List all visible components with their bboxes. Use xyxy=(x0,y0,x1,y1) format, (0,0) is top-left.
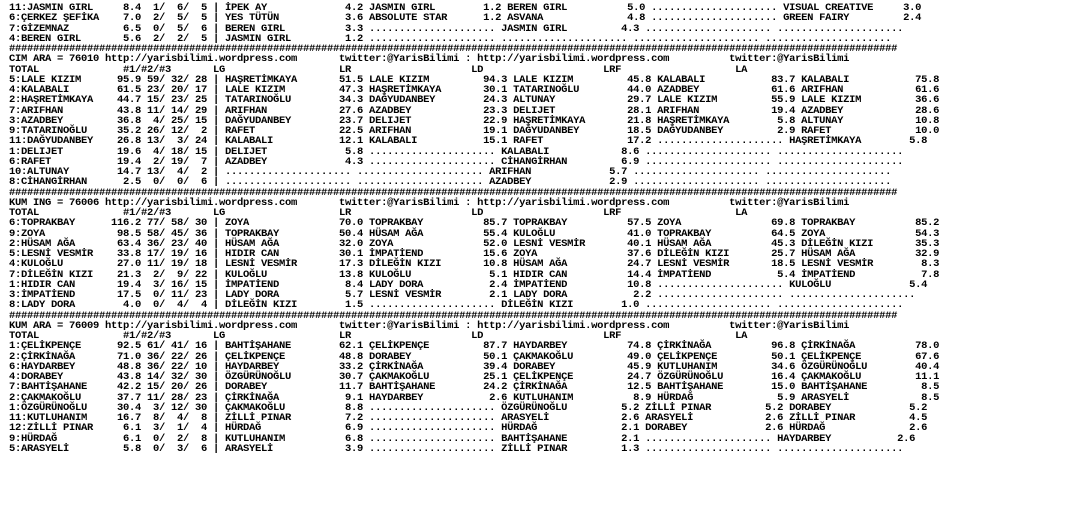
table-row: 11:DAĞYUDANBEY 26.8 13/ 3/ 24 | KALABALI 12.1 KALABALI 15.1 RAFET 17.2 ..................... HAŞRETİMKAYA 5.8 xyxy=(9,135,928,148)
table-row: 1:HIDIR CAN 19.4 3/ 16/ 15 | İMPATİEND 8.4 LADY DORA 2.4 İMPATİEND 10.8 ..................... KULOĞLU 5.4 xyxy=(9,278,928,291)
table-row: 4:KULOĞLU 27.0 11/ 19/ 18 | LESNİ VESMİR 17.3 DİLEĞİN KIZI 10.8 HÜSAM AĞA 24.7 LESNİ VESMİR 18.5 LESNİ VESMİR 8.3 xyxy=(9,258,940,271)
table-row: 10:ALTUNAY 14.7 13/ 4/ 2 | ..................... ..................... ARIFHAN 5.7 ..................... ..................... xyxy=(9,166,892,178)
table-row: 6:HAYDARBEY 48.8 36/ 22/ 10 | HAYDARBEY 33.2 ÇİRKİNAĞA 39.4 DORABEY 45.9 KUTLUHANIM 34.6 ÖZGÜRÜNOĞLU 40.4 xyxy=(9,360,940,373)
race-header-kum-ing: KUM ING = 76006 http://yarisbilimi.wordpress.com twitter:@YarisBilimi : http://yarisbilimi.wordpress.com twitter:@YarisBilimi xyxy=(9,196,850,209)
race-header-cim-ara: CIM ARA = 76010 http://yarisbilimi.wordpress.com twitter:@YarisBilimi : http://yarisbilimi.wordpress.com twitter:@YarisBilimi xyxy=(9,53,850,66)
section-divider: #################################################################################################################################################### xyxy=(9,43,898,55)
prev-race-row: 4:BEREN GIRL 5.6 2/ 2/ 5 | JASMIN GIRL 1.2 ..................... ..................... ..................... ..................... xyxy=(9,32,892,45)
table-row: 2:ÇAKMAKOĞLU 37.7 11/ 28/ 23 | ÇİRKİNAĞA 9.1 HAYDARBEY 2.6 KUTLUHANIM 8.9 HÜRDAĞ 5.9 ARASYELİ 8.5 xyxy=(9,391,940,404)
table-row: 6:RAFET 19.4 2/ 19/ 7 | AZADBEY 4.3 ..................... CİHANGİRHAN 6.9 ..................... ..................... xyxy=(9,155,904,168)
table-row: 6:TOPRAKBAY 116.2 77/ 58/ 30 | ZOYA 70.0 TOPRAKBAY 85.7 TOPRAKBAY 57.5 ZOYA 69.8 TOPRAKBAY 85.2 xyxy=(9,217,940,230)
race-header-kum-ara: KUM ARA = 76009 http://yarisbilimi.wordpress.com twitter:@YarisBilimi : http://yarisbilimi.wordpress.com twitter:@YarisBilimi xyxy=(9,319,850,332)
table-row: 8:LADY DORA 4.0 0/ 4/ 4 | DİLEĞİN KIZI 1.5 ..................... DİLEĞİN KIZI 1.0 ..................... ..................... xyxy=(9,299,904,312)
section-divider: #################################################################################################################################################### xyxy=(9,186,898,199)
prev-race-row: 11:JASMIN GIRL 8.4 1/ 6/ 5 | İPEK AY 4.2 JASMIN GIRL 1.2 BEREN GIRL 5.0 ..................... VISUAL CREATIVE 3.0 xyxy=(9,2,922,14)
table-row: 3:İMPATİEND 17.5 0/ 11/ 23 | LADY DORA 5.7 LESNİ VESMİR 2.1 LADY DORA 2.2 ..................... ..................... xyxy=(9,289,916,301)
table-row: 2:HAŞRETİMKAYA 44.7 15/ 23/ 25 | TATARINOĞLU 34.3 DAĞYUDANBEY 24.3 ALTUNAY 29.7 LALE KIZIM 55.9 LALE KIZIM 36.6 xyxy=(9,94,940,107)
table-row: 9:TATARINOĞLU 35.2 26/ 12/ 2 | RAFET 22.5 ARIFHAN 19.1 DAĞYUDANBEY 18.5 DAĞYUDANBEY 2.9 RAFET 10.0 xyxy=(9,125,940,137)
table-row: 7:DİLEĞİN KIZI 21.3 2/ 9/ 22 | KULOĞLU 13.8 KULOĞLU 5.1 HIDIR CAN 14.4 İMPATİEND 5.4 İMPATİEND 7.8 xyxy=(9,268,940,281)
table-row: 1:DELIJET 19.6 4/ 18/ 15 | DELIJET 5.8 ..................... KALABALI 8.6 ..................... ..................... xyxy=(9,145,904,158)
column-header: TOTAL #1/#2/#3 LG LR LD LRF LA xyxy=(9,330,748,342)
table-row: 5:LESNİ VESMİR 33.8 17/ 19/ 16 | HIDIR CAN 30.1 İMPATİEND 15.6 ZOYA 37.6 DİLEĞİN KIZI 25.7 HÜSAM AĞA 32.9 xyxy=(9,248,940,260)
table-row: 3:AZADBEY 36.8 4/ 25/ 15 | DAĞYUDANBEY 23.7 DELIJET 22.9 HAŞRETİMKAYA 21.8 HAŞRETİMKAYA 5.8 ALTUNAY 10.8 xyxy=(9,114,940,127)
table-row: 12:ZİLLİ PINAR 6.1 3/ 1/ 4 | HÜRDAĞ 6.9 ..................... HÜRDAĞ 2.1 DORABEY 2.6 HÜRDAĞ 2.6 xyxy=(9,422,928,435)
table-row: 5:LALE KIZIM 95.9 59/ 32/ 28 | HAŞRETİMKAYA 51.5 LALE KIZIM 94.3 LALE KIZIM 45.8 KALABALI 83.7 KALABALI 75.8 xyxy=(9,73,940,86)
table-row: 9:ZOYA 98.5 58/ 45/ 36 | TOPRAKBAY 50.4 HÜSAM AĞA 55.4 KULOĞLU 41.0 TOPRAKBAY 64.5 ZOYA 54.3 xyxy=(9,227,940,240)
table-row: 7:ARIFHAN 43.8 11/ 14/ 29 | ARIFHAN 27.6 AZADBEY 23.3 DELIJET 28.1 ARIFHAN 19.4 AZADBEY 28.6 xyxy=(9,104,940,117)
prev-race-row: 7:GİZEMNAZ 6.5 0/ 5/ 6 | BEREN GIRL 3.3 ..................... JASMIN GIRL 4.3 ..................... ..................... xyxy=(9,22,904,35)
table-row: 1:ÖZGÜRÜNOĞLU 30.4 3/ 12/ 30 | ÇAKMAKOĞLU 8.8 ..................... ÖZGÜRÜNOĞLU 5.2 ZİLLİ PINAR 5.2 DORABEY 5.2 xyxy=(9,401,928,414)
table-row: 7:BAHTİŞAHANE 42.2 15/ 20/ 26 | DORABEY 11.7 BAHTİŞAHANE 24.2 ÇİRKİNAĞA 12.5 BAHTİŞAHANE 15.0 BAHTİŞAHANE 8.5 xyxy=(9,381,940,394)
table-row: 4:KALABALI 61.5 23/ 20/ 17 | LALE KIZIM 47.3 HAŞRETİMKAYA 30.1 TATARINOĞLU 44.0 AZADBEY 61.6 ARIFHAN 61.6 xyxy=(9,84,940,96)
table-row: 8:CİHANGİRHAN 2.5 0/ 0/ 6 | ..................... ..................... AZADBEY 2.9 ..................... ..................... xyxy=(9,176,892,189)
table-row: 11:KUTLUHANIM 16.7 8/ 4/ 8 | ZİLLİ PINAR 7.2 ..................... ARASYELİ 2.6 ARASYELİ 2.6 ZİLLİ PINAR 4.5 xyxy=(9,412,928,424)
column-header: TOTAL #1/#2/#3 LG LR LD LRF LA xyxy=(9,207,748,219)
table-row: 1:ÇELİKPENÇE 92.5 61/ 41/ 16 | BAHTİŞAHANE 62.1 ÇELİKPENÇE 87.7 HAYDARBEY 74.8 ÇİRKİNAĞA 96.8 ÇİRKİNAĞA 78.0 xyxy=(9,340,940,353)
section-divider: #################################################################################################################################################### xyxy=(9,309,898,322)
column-header: TOTAL #1/#2/#3 LG LR LD LRF LA xyxy=(9,63,748,76)
table-row: 5:ARASYELİ 5.8 0/ 3/ 6 | ARASYELİ 3.9 ..................... ZİLLİ PINAR 1.3 ..................... ..................... xyxy=(9,442,904,455)
table-row: 9:HÜRDAĞ 6.1 0/ 2/ 8 | KUTLUHANIM 6.8 ..................... BAHTİŞAHANE 2.1 ..................... HAYDARBEY 2.6 xyxy=(9,432,916,445)
table-row: 2:HÜSAM AĞA 63.4 36/ 23/ 40 | HÜSAM AĞA 32.0 ZOYA 52.0 LESNİ VESMİR 40.1 HÜSAM AĞA 45.3 DİLEĞİN KIZI 35.3 xyxy=(9,237,940,250)
table-row: 4:DORABEY 43.8 14/ 32/ 30 | ÖZGÜRÜNOĞLU 30.7 ÇAKMAKOĞLU 25.1 ÇELİKPENÇE 24.7 ÖZGÜRÜNOĞLU 16.4 ÇAKMAKOĞLU 11.1 xyxy=(9,371,940,383)
prev-race-row: 6:ÇERKEZ ŞEFİKA 7.0 2/ 5/ 5 | YES TÜTÜN 3.6 ABSOLUTE STAR 1.2 ASVANA 4.8 ..................... GREEN FAIRY 2.4 xyxy=(9,12,922,25)
table-row: 2:ÇİRKİNAĞA 71.0 36/ 22/ 26 | ÇELİKPENÇE 48.8 DORABEY 50.1 ÇAKMAKOĞLU 49.0 ÇELİKPENÇE 50.1 ÇELİKPENÇE 67.6 xyxy=(9,350,940,363)
